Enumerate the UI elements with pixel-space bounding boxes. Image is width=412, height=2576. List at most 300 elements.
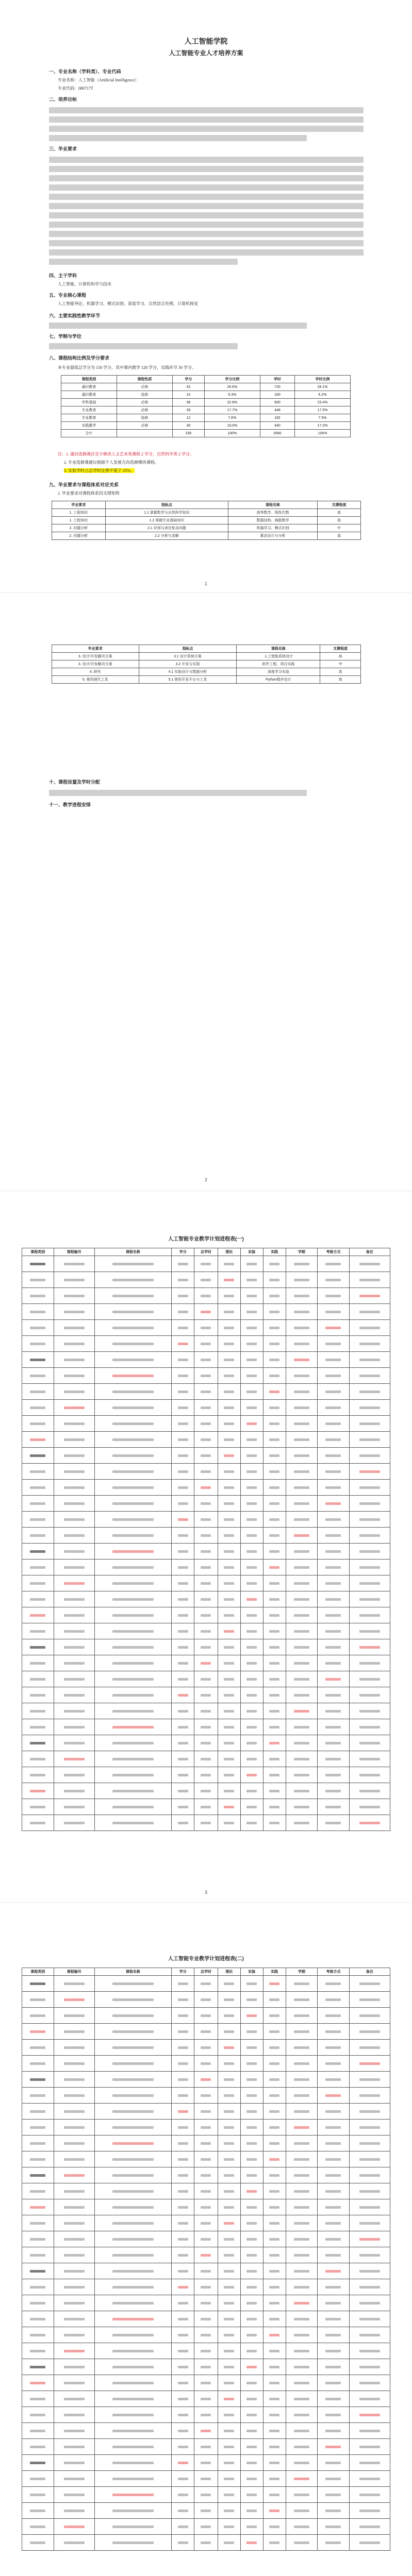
table-cell	[172, 2263, 194, 2279]
table-cell	[318, 1639, 350, 1655]
table-cell	[22, 2359, 54, 2375]
text-placeholder	[224, 1534, 234, 1537]
text-placeholder	[294, 2350, 309, 2352]
text-placeholder	[201, 1502, 211, 1505]
plan-table	[22, 1968, 390, 2551]
text-placeholder	[246, 2526, 257, 2528]
text-placeholder	[64, 1295, 85, 1297]
table-cell	[94, 2167, 171, 2183]
table-header: 指标点	[139, 645, 237, 653]
text-placeholder	[246, 1646, 257, 1649]
text-placeholder	[246, 1694, 257, 1697]
table-cell	[194, 1655, 218, 1671]
text-placeholder	[178, 2110, 188, 2113]
text-placeholder	[224, 1774, 234, 1776]
table-cell: 3. 设计/开发解决方案	[52, 660, 139, 668]
table-row	[22, 2359, 390, 2375]
text-placeholder	[30, 2541, 45, 2544]
text-placeholder	[201, 1598, 211, 1601]
table-cell	[194, 2471, 218, 2487]
text-placeholder	[178, 2174, 188, 2177]
table-cell	[22, 2455, 54, 2471]
table-cell	[286, 1432, 318, 1448]
table-cell	[172, 1528, 194, 1544]
text-placeholder	[325, 1375, 341, 1377]
text-placeholder	[269, 1726, 279, 1728]
text-placeholder	[224, 1822, 234, 1824]
table-cell: 1.2 掌握专业基础知识	[105, 517, 228, 524]
table-cell	[349, 1639, 390, 1655]
table-cell	[240, 2215, 263, 2231]
table-cell	[194, 1639, 218, 1655]
table-cell	[54, 1512, 94, 1528]
table-cell	[263, 1272, 286, 1288]
table-cell	[286, 2215, 318, 2231]
table-cell	[172, 1464, 194, 1480]
table-cell	[172, 1560, 194, 1575]
table-cell	[318, 1751, 350, 1767]
table-cell	[94, 2263, 171, 2279]
table-cell	[349, 2343, 390, 2359]
table-row	[22, 1703, 390, 1719]
table-cell	[240, 2455, 263, 2471]
table-cell	[349, 1799, 390, 1815]
table-cell	[240, 1799, 263, 1815]
text-placeholder	[359, 2094, 380, 2097]
text-placeholder	[269, 1311, 279, 1313]
table-cell	[218, 1719, 240, 1735]
text-placeholder	[246, 1678, 257, 1681]
text-placeholder	[201, 1422, 211, 1425]
table-header: 学分	[172, 1248, 194, 1256]
text-placeholder	[112, 2078, 154, 2081]
text-placeholder	[325, 1486, 341, 1489]
text-placeholder	[112, 1790, 154, 1792]
text-placeholder	[359, 2334, 380, 2336]
table-cell	[94, 2088, 171, 2104]
table-cell	[263, 2072, 286, 2088]
table-cell	[263, 2471, 286, 2487]
table-row	[22, 2024, 390, 2040]
table-cell	[240, 1384, 263, 1400]
text-placeholder	[178, 2254, 188, 2257]
text-placeholder	[64, 2541, 85, 2544]
table-cell	[218, 2359, 240, 2375]
text-placeholder	[294, 2366, 309, 2368]
table-cell: 2560	[260, 430, 294, 437]
text-placeholder	[224, 1598, 234, 1601]
text-placeholder	[112, 2350, 154, 2352]
table-cell	[194, 2391, 218, 2407]
text-placeholder	[64, 2446, 85, 2448]
text-placeholder	[359, 2174, 380, 2177]
table-cell	[94, 1256, 171, 1272]
section-heading: 六、主要实践性教学环节	[49, 313, 101, 318]
table-cell	[54, 1304, 94, 1320]
text-placeholder	[269, 1678, 279, 1681]
table-cell	[263, 2423, 286, 2439]
text-placeholder	[112, 1726, 154, 1728]
table-cell	[54, 2104, 94, 2120]
table-cell	[94, 1575, 171, 1591]
text-placeholder	[224, 2158, 234, 2161]
table-cell	[349, 2072, 390, 2088]
table-cell	[94, 2231, 171, 2247]
text-placeholder	[112, 1438, 154, 1441]
table-cell	[240, 1751, 263, 1767]
text-placeholder	[325, 2302, 341, 2304]
table-cell	[286, 2423, 318, 2439]
table-cell: 中	[318, 524, 361, 532]
text-placeholder	[294, 1486, 309, 1489]
text-placeholder	[112, 1614, 154, 1617]
table-cell	[318, 1448, 350, 1464]
table-cell	[349, 2311, 390, 2327]
table-cell	[54, 1400, 94, 1416]
text-placeholder	[325, 2478, 341, 2480]
text-placeholder	[224, 2238, 234, 2241]
table-cell	[286, 1703, 318, 1719]
table-row	[22, 1512, 390, 1528]
table-cell	[218, 1671, 240, 1687]
table-cell	[218, 1528, 240, 1544]
table-cell	[263, 2375, 286, 2391]
text-placeholder	[201, 2190, 211, 2193]
table-cell	[194, 1480, 218, 1496]
table-row	[22, 1639, 390, 1655]
text-placeholder	[269, 1391, 279, 1393]
text-placeholder	[246, 2190, 257, 2193]
text-placeholder	[359, 2366, 380, 2368]
text-placeholder	[359, 2446, 380, 2448]
table-cell	[218, 2024, 240, 2040]
text-placeholder	[294, 1582, 309, 1585]
text-placeholder	[112, 1694, 154, 1697]
text-placeholder	[294, 1327, 309, 1329]
table-cell	[172, 2439, 194, 2455]
text-placeholder	[30, 1454, 45, 1457]
text-placeholder	[359, 1694, 380, 1697]
text-placeholder	[325, 2541, 341, 2544]
text-placeholder	[201, 2414, 211, 2416]
table-cell	[349, 1368, 390, 1384]
text-placeholder	[30, 1774, 45, 1776]
table-cell	[218, 1288, 240, 1304]
table-cell	[94, 1496, 171, 1512]
text-placeholder	[246, 2510, 257, 2512]
text-placeholder	[359, 1630, 380, 1633]
table-row	[22, 2327, 390, 2343]
table-cell	[194, 1591, 218, 1607]
table-cell	[240, 1671, 263, 1687]
table-cell	[286, 1751, 318, 1767]
text-placeholder	[294, 2478, 309, 2480]
table-cell	[218, 1256, 240, 1272]
text-placeholder	[325, 1454, 341, 1457]
table-cell	[318, 1655, 350, 1671]
text-placeholder	[269, 1279, 279, 1281]
table-row	[22, 2215, 390, 2231]
text-placeholder	[112, 2110, 154, 2113]
text-placeholder	[325, 2158, 341, 2161]
text-placeholder	[30, 2126, 45, 2129]
text-placeholder	[269, 2078, 279, 2081]
table-cell	[22, 2471, 54, 2487]
table-cell	[94, 1687, 171, 1703]
table-cell	[263, 1544, 286, 1560]
text-placeholder	[178, 2446, 188, 2448]
text-placeholder	[64, 2510, 85, 2512]
text-placeholder	[224, 1694, 234, 1697]
table-cell	[240, 1783, 263, 1799]
table-cell	[263, 2407, 286, 2423]
text-placeholder	[246, 2494, 257, 2496]
table-cell	[94, 2120, 171, 2136]
table-cell	[286, 2247, 318, 2263]
text-placeholder	[294, 1998, 309, 2001]
table-cell	[172, 1512, 194, 1528]
text-placeholder	[201, 1454, 211, 1457]
table-cell	[194, 2104, 218, 2120]
table-cell	[286, 1448, 318, 1464]
table-cell	[194, 2231, 218, 2247]
table-cell	[194, 1719, 218, 1735]
text-placeholder	[359, 2142, 380, 2145]
text-placeholder	[325, 2350, 341, 2352]
text-placeholder	[359, 1327, 380, 1329]
table-row	[22, 1783, 390, 1799]
text-placeholder	[269, 2158, 279, 2161]
text-placeholder	[201, 1630, 211, 1633]
text-placeholder	[30, 2286, 45, 2289]
table-row	[61, 430, 351, 437]
table-cell	[54, 1352, 94, 1368]
text-placeholder	[325, 1790, 341, 1792]
text-placeholder	[201, 1391, 211, 1393]
text-placeholder	[246, 1502, 257, 1505]
text-placeholder	[325, 1470, 341, 1473]
table-cell	[286, 2471, 318, 2487]
table-cell	[94, 1767, 171, 1783]
table-cell	[349, 1464, 390, 1480]
text-placeholder	[112, 2541, 154, 2544]
table-cell	[240, 2056, 263, 2072]
table-header: 课程名称	[94, 1248, 171, 1256]
table-cell	[286, 1480, 318, 1496]
table-cell	[218, 2439, 240, 2455]
table-cell	[349, 1304, 390, 1320]
table-cell	[286, 2343, 318, 2359]
text-placeholder	[201, 1982, 211, 1985]
table-cell	[286, 1528, 318, 1544]
table-row	[22, 1767, 390, 1783]
text-placeholder	[30, 1534, 45, 1537]
text-placeholder	[269, 1982, 279, 1985]
table-cell	[318, 1528, 350, 1544]
table-cell: 12	[172, 414, 204, 422]
table-cell	[22, 1272, 54, 1288]
text-placeholder	[325, 1343, 341, 1345]
text-placeholder	[246, 1630, 257, 1633]
text-placeholder	[224, 1263, 234, 1265]
table-cell	[240, 1432, 263, 1448]
table-cell	[240, 1575, 263, 1591]
text-placeholder	[178, 2366, 188, 2368]
text-placeholder	[224, 2382, 234, 2384]
table-cell	[349, 1623, 390, 1639]
text-placeholder	[325, 2254, 341, 2257]
table-cell	[349, 1735, 390, 1751]
table-cell	[194, 1336, 218, 1352]
text-placeholder	[359, 1822, 380, 1824]
table-cell	[263, 1480, 286, 1496]
text-placeholder	[112, 1662, 154, 1665]
text-placeholder	[246, 1311, 257, 1313]
text-placeholder	[201, 2174, 211, 2177]
text-placeholder	[224, 1582, 234, 1585]
text-placeholder	[246, 2334, 257, 2336]
table-row	[22, 1480, 390, 1496]
table-cell	[194, 2136, 218, 2151]
text-placeholder	[64, 2174, 85, 2177]
table-cell	[194, 2535, 218, 2551]
text-placeholder	[64, 1998, 85, 2001]
text-placeholder	[269, 2270, 279, 2273]
table-cell: 3. 设计/开发解决方案	[52, 653, 139, 660]
table-cell: 专业教育	[61, 414, 117, 422]
table-header: 课程编号	[54, 1968, 94, 1976]
text-placeholder	[246, 2446, 257, 2448]
text-placeholder	[112, 1486, 154, 1489]
table-cell: 17.5%	[295, 406, 351, 414]
text-placeholder	[269, 1359, 279, 1361]
table-cell: 28	[172, 406, 204, 414]
table-cell: 158	[172, 430, 204, 437]
text-placeholder	[246, 1566, 257, 1569]
text-placeholder	[294, 2190, 309, 2193]
text-placeholder	[359, 1758, 380, 1760]
text-placeholder	[112, 2398, 154, 2400]
text-placeholder	[224, 2174, 234, 2177]
table-cell	[54, 2215, 94, 2231]
table-cell	[172, 2104, 194, 2120]
text-placeholder	[294, 2094, 309, 2097]
text-placeholder	[178, 1694, 188, 1697]
text-placeholder	[246, 2238, 257, 2241]
text-placeholder	[325, 1598, 341, 1601]
text-placeholder	[64, 1502, 85, 1505]
section-heading: 一、专业名称（学科类）、专业代码	[49, 69, 121, 74]
table-cell	[54, 1384, 94, 1400]
text-placeholder	[246, 1582, 257, 1585]
text-placeholder	[269, 1518, 279, 1521]
text-placeholder	[224, 1710, 234, 1713]
text-placeholder	[294, 1598, 309, 1601]
text-placeholder	[224, 1614, 234, 1617]
text-placeholder	[246, 1726, 257, 1728]
table-cell	[318, 1735, 350, 1751]
text-placeholder	[178, 1742, 188, 1744]
text-placeholder	[178, 1422, 188, 1425]
text-placeholder	[112, 2126, 154, 2129]
text-placeholder	[325, 2062, 341, 2065]
text-placeholder	[178, 2494, 188, 2496]
table-cell	[286, 2311, 318, 2327]
text-placeholder	[359, 1502, 380, 1505]
table-cell	[218, 1735, 240, 1751]
text-placeholder	[30, 2334, 45, 2336]
text-placeholder	[294, 1710, 309, 1713]
text-placeholder	[325, 2174, 341, 2177]
table-cell	[263, 1719, 286, 1735]
table-cell	[218, 2343, 240, 2359]
text-placeholder	[178, 1534, 188, 1537]
table-cell	[194, 2072, 218, 2088]
table-cell	[194, 2167, 218, 2183]
table-cell	[286, 2391, 318, 2407]
text-placeholder	[224, 1279, 234, 1281]
text-placeholder	[178, 1438, 188, 1441]
table-cell	[22, 1288, 54, 1304]
table-cell	[318, 1320, 350, 1336]
text-placeholder	[201, 1742, 211, 1744]
table-cell: 36	[172, 399, 204, 406]
text-placeholder	[112, 2158, 154, 2161]
text-placeholder	[359, 1534, 380, 1537]
table-cell	[349, 1448, 390, 1464]
table-cell	[286, 2183, 318, 2199]
text-placeholder	[112, 2142, 154, 2145]
text-placeholder	[64, 2254, 85, 2257]
text-placeholder	[269, 1742, 279, 1744]
school-title: 人工智能学院	[184, 38, 228, 46]
text-placeholder	[64, 2094, 85, 2097]
table-cell	[318, 2423, 350, 2439]
text-placeholder	[325, 1327, 341, 1329]
table-cell	[263, 2503, 286, 2519]
table-row	[52, 532, 361, 540]
table-row	[22, 2503, 390, 2519]
table-cell	[22, 2104, 54, 2120]
text-placeholder	[178, 1295, 188, 1297]
table-cell	[240, 1336, 263, 1352]
text-placeholder	[325, 1263, 341, 1265]
table-cell	[172, 2056, 194, 2072]
table-cell	[172, 1288, 194, 1304]
text-placeholder	[269, 2222, 279, 2225]
table-cell	[349, 2024, 390, 2040]
table-cell	[172, 2343, 194, 2359]
text-placeholder	[224, 1438, 234, 1441]
table-cell	[172, 1575, 194, 1591]
table-cell	[286, 2263, 318, 2279]
table-cell	[286, 2455, 318, 2471]
table-cell	[286, 1639, 318, 1655]
text-placeholder	[112, 2046, 154, 2049]
text-placeholder	[201, 1710, 211, 1713]
table-cell	[54, 2503, 94, 2519]
table-cell	[54, 2471, 94, 2487]
table-row	[22, 1336, 390, 1352]
table-cell	[54, 2391, 94, 2407]
text-placeholder	[178, 1550, 188, 1553]
text-placeholder	[112, 2302, 154, 2304]
table-cell	[240, 1368, 263, 1384]
table-cell	[318, 2088, 350, 2104]
table-cell	[94, 2247, 171, 2263]
text-placeholder	[246, 1614, 257, 1617]
table-cell	[54, 2024, 94, 2040]
